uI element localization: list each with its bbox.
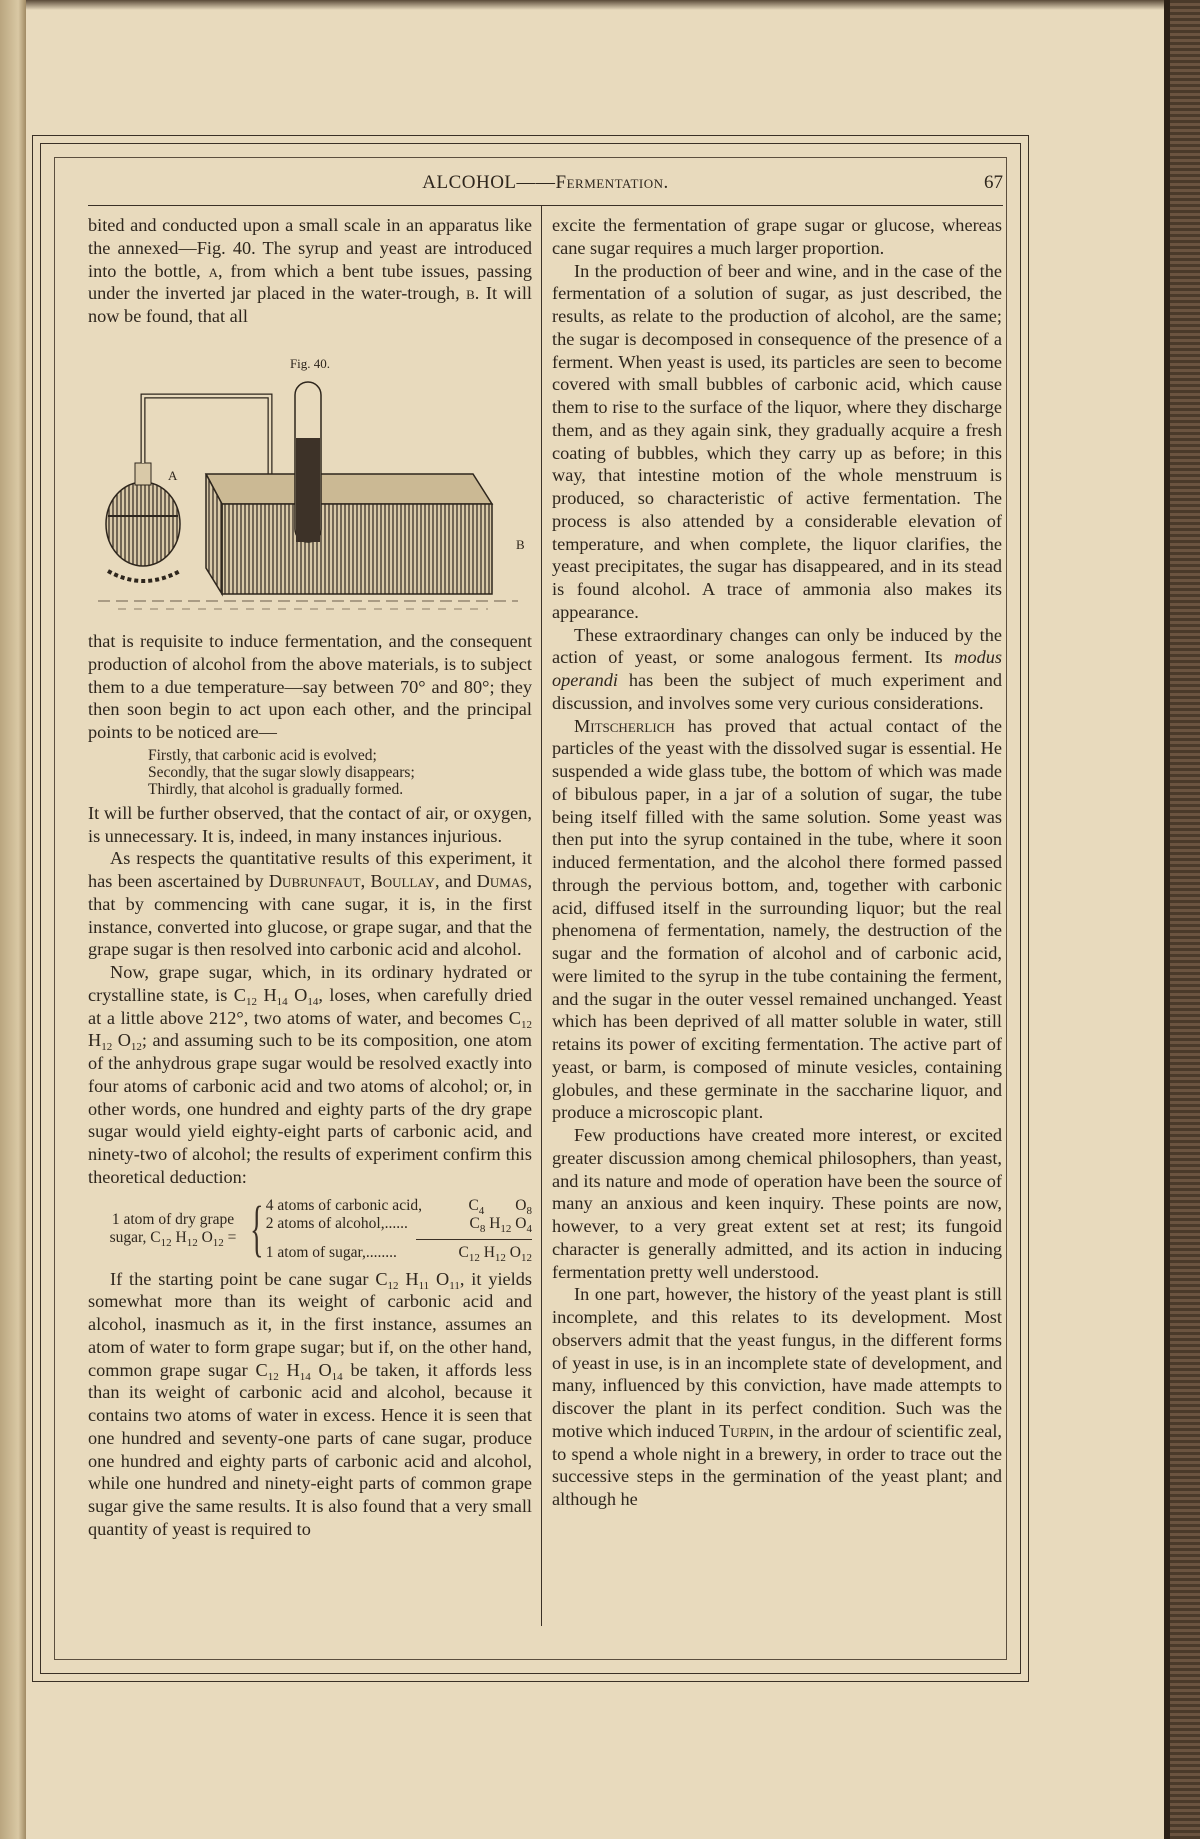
subscript: 12 xyxy=(267,1370,279,1383)
text-run: ; and assuming such to be its composition, one atom of the anhydrous grape sugar would be resolved exactly into four atoms of carbonic acid and two atoms of alcohol; or, in other words, one hundred and eighty parts of the dry grape sugar would yield eighty-eight parts of carbonic acid, and ninety-two of alcohol; the results of experiment confirm this theoretical deduction: xyxy=(88,1030,532,1187)
running-title xyxy=(88,172,1003,194)
brace-symbol: { xyxy=(250,1195,264,1263)
text-run: bited and conducted upon a small scale in an apparatus like the annexed—Fig. 40. The syrup and yeast are introduced into the bottle, xyxy=(88,215,532,281)
text-run: , from which a bent tube issues, passing under the inverted jar placed in the water-trough, xyxy=(88,260,533,304)
subscript: 4 xyxy=(526,1222,532,1235)
paragraph xyxy=(88,630,532,744)
subscript: 12 xyxy=(130,1041,142,1054)
subscript: 12 xyxy=(160,1237,172,1249)
small-caps-name: Turpin xyxy=(719,1420,770,1441)
chemical-equation xyxy=(88,1197,532,1262)
text-run: H xyxy=(398,1268,419,1289)
list-item: Thirdly, that alcohol is gradually formed. xyxy=(148,780,404,798)
text-run: H xyxy=(171,1229,187,1246)
text-run: In the production of beer and wine, and in the case of the fermentation of a solution of sugar, as just described, the results, as relate to the production of alcohol, are the same; the sugar is decomposed in consequence of the presence of a ferment. When yeast is used, its particles are seen to become covered with small bubbles of carbonic acid, which cause them to rise to the surface of the liquor, where they discharge them, and as they again sink, they gradually acquire a fresh coating of bubbles, which they carry up as before; in this way, that intestine motion of the whole menstruum is produced, so characteristic of active fermentation. The process is also attended by a considerable elevation of temperature, and when complete, the liquor clarifies, the yeast precipitates, the sugar has disappeared, and in its stead is found alcohol. A trace of ammonia also makes its appearance. xyxy=(552,260,1002,622)
text-run: It will be further observed, that the contact of air, or oxygen, is unnecessary. It is, indeed, in many instances injurious. xyxy=(88,802,532,846)
paragraph xyxy=(552,624,1002,715)
text-run: O xyxy=(197,1229,213,1246)
small-caps-name: Mitscherlich xyxy=(574,715,675,736)
equation-row xyxy=(266,1215,532,1233)
subscript: 12 xyxy=(468,1251,480,1264)
equation-row-label: 1 atom of sugar,........ xyxy=(265,1243,397,1261)
equation-left-side xyxy=(88,1211,248,1247)
figure-40 xyxy=(88,356,532,626)
text-run: Few productions have created more interest, or excited greater discussion among chemical philosophers, than yeast, and its nature and mode of operation have been the source of many an anxious and keen inquiry. These points are now, however, to a very great extent set at rest; its fungoid character is generally admitted, and its action in inducing fermentation pretty well understood. xyxy=(552,1125,1002,1282)
text-run: , and xyxy=(434,871,477,891)
text-run: C xyxy=(469,1214,480,1232)
small-caps-name: Boullay xyxy=(370,871,435,891)
text-run: Now, grape sugar, which, in its ordinary hydrated or crystalline state, is C xyxy=(88,962,532,1005)
figure-label-b: B xyxy=(516,537,525,552)
paragraph xyxy=(88,961,532,1189)
subscript: 11 xyxy=(449,1279,460,1292)
text-run: , loses, when carefully dried at a little above 212°, two atoms of water, and becomes C xyxy=(88,984,532,1028)
left-column-bottom xyxy=(88,630,532,1541)
text-run: O xyxy=(310,1359,332,1380)
text-run: O xyxy=(112,1030,131,1051)
subscript: 12 xyxy=(101,1041,113,1054)
text-run: , in the ardour of scientific zeal, to spend a whole night in a brewery, in order to trace out the successive steps in the germination of the yeast plant; and although he xyxy=(552,1420,1003,1509)
text-run: H xyxy=(278,1359,300,1380)
text-run: C xyxy=(468,1196,479,1214)
text-run: , it yields somewhat more than its weight of carbonic acid and alcohol, inasmuch as it, in the first instance, assumes an atom of water to form grape sugar; but if, on the other hand, common grape sugar C xyxy=(88,1268,532,1380)
text-run: be taken, it affords less than its weight of carbonic acid and alcohol, because it contains two atoms of water in excess. Hence it is seen that one hundred and seventy-one parts of cane sugar, produce one hundred and eighty parts of carbonic acid and alcohol, while one hundred and ninety-eight parts of common grape sugar give the same results. It is also found that a very small quantity of yeast is required to xyxy=(88,1359,532,1539)
book-page-block-edge xyxy=(1164,0,1200,1839)
equation-row-formula xyxy=(459,1244,533,1262)
right-column xyxy=(552,214,1002,1511)
equation-row xyxy=(266,1244,532,1262)
small-caps-name: Dubrunfaut xyxy=(268,871,361,891)
paragraph-group xyxy=(88,630,532,744)
text-run: H xyxy=(88,1030,102,1051)
text-run: has proved that actual contact of the particles of the yeast with the dissolved sugar is essential. He suspended a wide glass tube, the bottom of which was made of bibulous paper, in a jar of a solution of sugar, the tube being itself filled with the same solution. Some yeast was then put into the syrup contained in the tube, where it soon induced fermentation, and the alcohol there formed passed through the pervious bottom, and, together with carbonic acid, diffused itself in the surrounding liquor; but the real phenomena of fermentation, namely, the destruction of the sugar and the formation of alcohol and of carbonic acid, were limited to the syrup in the tube containing the ferment, and the sugar in the outer vessel remained unchanged. Yeast which has been deprived of all matter soluble in water, still retains its power of exciting fermentation. The active part of yeast, or barm, is composed of minute vesicles, containing globules, and these germinate in the saccharine liquor, and produce a microscopic plant. xyxy=(552,715,1002,1123)
small-caps-name: a xyxy=(208,260,218,281)
subscript: 12 xyxy=(521,1251,532,1264)
subscript: 14 xyxy=(307,995,319,1008)
equation-row-formula xyxy=(468,1197,532,1215)
subscript: 8 xyxy=(526,1204,532,1217)
paragraph xyxy=(552,715,1002,1125)
text-run: If the starting point be cane sugar C xyxy=(110,1268,388,1289)
text-run: O xyxy=(287,984,308,1005)
subscript: 12 xyxy=(245,995,257,1008)
text-run: . It will now be found, that all xyxy=(88,283,532,326)
text-run: excite the fermentation of grape sugar or glucose, whereas cane sugar requires a much larger proportion. xyxy=(552,215,1002,258)
previous-page-edge xyxy=(0,0,26,1839)
text-run: that is requisite to induce fermentation, and the consequent production of alcohol from the above materials, is to subject them to a due temperature—say between 70° and 80°; they then soon begin to act upon each other, and the principal points to be noticed are— xyxy=(88,631,532,742)
equation-sum-rule xyxy=(416,1239,532,1240)
small-caps-name: Dumas xyxy=(476,871,528,891)
text-run: H xyxy=(479,1243,495,1261)
list-item: Secondly, that the sugar slowly disappears; xyxy=(148,763,415,781)
paragraph xyxy=(88,214,532,328)
subscript: 14 xyxy=(331,1370,343,1383)
equation-row-label: 4 atoms of carbonic acid, xyxy=(265,1196,422,1214)
fermentation-apparatus-illustration xyxy=(88,356,532,626)
paragraph xyxy=(552,1283,1002,1511)
text-run: As respects the quantitative results of this experiment, it has been ascertained by xyxy=(88,848,532,891)
text-run: O xyxy=(505,1243,521,1261)
page-number: 67 xyxy=(984,172,1003,193)
paragraph xyxy=(552,1124,1002,1283)
text-run: O xyxy=(511,1214,527,1232)
subscript: 12 xyxy=(521,1018,532,1031)
running-title-main: ALCOHOL—— xyxy=(422,172,556,193)
equation-right-side xyxy=(266,1197,532,1262)
text-run: , that by commencing with cane sugar, it is, in the first instance, converted into glucose, or grape sugar, and that the grape sugar is then resolved into carbonic acid and alcohol. xyxy=(88,871,533,960)
text-run: O xyxy=(484,1196,527,1214)
text-run: , xyxy=(360,871,371,891)
subscript: 12 xyxy=(387,1279,399,1292)
subscript: 4 xyxy=(478,1204,485,1217)
subscript: 12 xyxy=(500,1222,512,1235)
paragraph xyxy=(88,802,532,848)
subscript: 14 xyxy=(299,1370,311,1383)
text-run: In one part, however, the history of the yeast plant is still incomplete, and this relates to its development. Most observers admit that the yeast fungus, in the different forms of yeast in use, is in an incomplete state of development, and many, influenced by this conviction, have made attempts to discover the plant in its perfect condition. Such was the motive which induced xyxy=(552,1284,1002,1441)
text-run: O xyxy=(429,1268,450,1289)
paragraph xyxy=(552,260,1002,624)
text-run: These extraordinary changes can only be induced by the action of yeast, or some analogous ferment. Its xyxy=(552,624,1002,668)
water-trough-b-icon xyxy=(222,504,492,594)
subscript: 11 xyxy=(418,1279,430,1292)
figure-caption: Fig. 40. xyxy=(289,356,331,371)
subscript: 14 xyxy=(276,995,288,1008)
text-run: H xyxy=(485,1214,501,1232)
list-item: Firstly, that carbonic acid is evolved; xyxy=(148,746,377,764)
subscript: 12 xyxy=(186,1237,198,1249)
subscript: 8 xyxy=(479,1222,486,1235)
book-top-edge xyxy=(0,0,1200,10)
flask-a-icon xyxy=(106,482,180,566)
paragraph-group xyxy=(88,802,532,1189)
subscript: 12 xyxy=(494,1251,506,1264)
observation-list xyxy=(148,747,532,798)
paragraph xyxy=(88,847,532,961)
text-run: has been the subject of much experiment and discussion, and involves some very curious considerations. xyxy=(552,670,1002,713)
equation-row xyxy=(266,1197,532,1215)
text-run: = xyxy=(223,1229,237,1246)
text-run: C xyxy=(458,1243,469,1261)
small-caps-name: b xyxy=(466,283,475,304)
equation-row-formula xyxy=(470,1215,533,1233)
equation-row-label: 2 atoms of alcohol,...... xyxy=(265,1214,408,1232)
italic-phrase: modus operandi xyxy=(552,647,1002,690)
paragraph-group xyxy=(88,1268,532,1541)
running-title-sub: Fermentation. xyxy=(555,172,669,193)
paragraph xyxy=(552,214,1002,260)
column-divider xyxy=(541,206,542,1626)
text-run: 1 atom of dry grape sugar, C xyxy=(109,1211,235,1246)
text-run: H xyxy=(256,984,277,1005)
figure-label-a: A xyxy=(168,468,178,483)
header-rule xyxy=(88,205,1003,206)
paragraph xyxy=(88,1268,532,1541)
subscript: 12 xyxy=(212,1237,224,1249)
left-column-top xyxy=(88,214,532,328)
running-header xyxy=(88,172,1003,202)
